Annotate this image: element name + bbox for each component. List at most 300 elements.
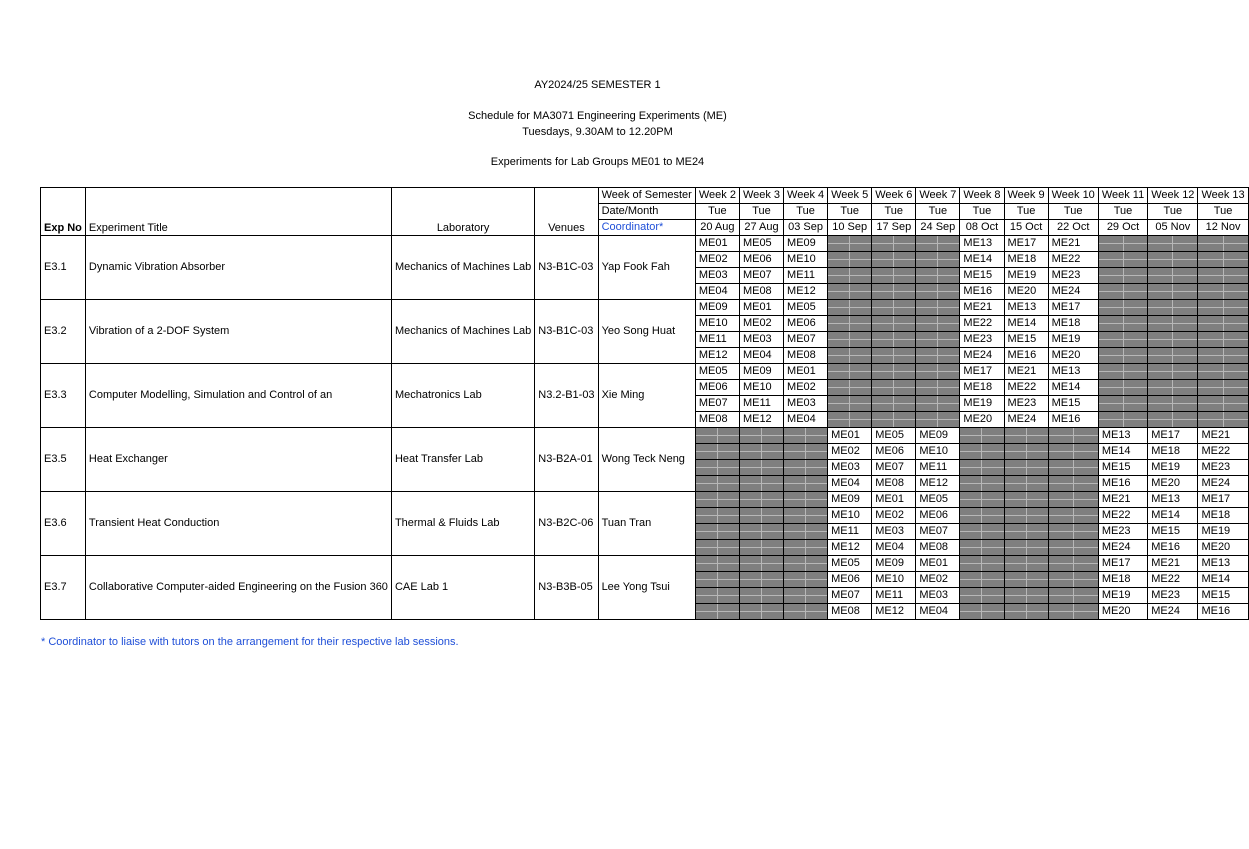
lab-group-cell: ME12 bbox=[784, 284, 828, 300]
lab-group-cell: ME16 bbox=[1198, 604, 1248, 620]
lab-group-cell: ME09 bbox=[784, 236, 828, 252]
no-session-cell bbox=[1098, 332, 1147, 348]
no-session-cell bbox=[916, 316, 960, 332]
no-session-cell bbox=[1198, 316, 1248, 332]
week-label: Week 10 bbox=[1048, 188, 1098, 204]
no-session-cell bbox=[695, 524, 739, 540]
lab-group-cell: ME05 bbox=[872, 428, 916, 444]
lab-group-cell: ME03 bbox=[828, 460, 872, 476]
no-session-cell bbox=[1004, 444, 1048, 460]
lab-group-cell: ME18 bbox=[1004, 252, 1048, 268]
no-session-cell bbox=[739, 588, 783, 604]
no-session-cell bbox=[872, 252, 916, 268]
lab-group-cell: ME07 bbox=[695, 396, 739, 412]
lab-group-cell: ME16 bbox=[1004, 348, 1048, 364]
lab-group-cell: ME22 bbox=[1198, 444, 1248, 460]
exp-no: E3.7 bbox=[41, 556, 86, 620]
no-session-cell bbox=[1048, 556, 1098, 572]
week-day: Tue bbox=[960, 204, 1004, 220]
no-session-cell bbox=[916, 396, 960, 412]
laboratory: Thermal & Fluids Lab bbox=[391, 492, 534, 556]
lab-group-cell: ME07 bbox=[916, 524, 960, 540]
lab-group-cell: ME09 bbox=[695, 300, 739, 316]
lab-group-cell: ME10 bbox=[916, 444, 960, 460]
no-session-cell bbox=[872, 284, 916, 300]
lab-group-cell: ME08 bbox=[784, 348, 828, 364]
lab-group-cell: ME18 bbox=[1098, 572, 1147, 588]
lab-group-cell: ME23 bbox=[960, 332, 1004, 348]
no-session-cell bbox=[695, 588, 739, 604]
no-session-cell bbox=[784, 444, 828, 460]
coordinator-name: Yap Fook Fah bbox=[598, 236, 695, 300]
no-session-cell bbox=[1148, 236, 1198, 252]
no-session-cell bbox=[1004, 604, 1048, 620]
no-session-cell bbox=[784, 556, 828, 572]
no-session-cell bbox=[1148, 396, 1198, 412]
experiment-title: Collaborative Computer-aided Engineering on the Fusion 360 bbox=[85, 556, 391, 620]
lab-group-cell: ME10 bbox=[828, 508, 872, 524]
week-date: 08 Oct bbox=[960, 220, 1004, 236]
no-session-cell bbox=[784, 428, 828, 444]
no-session-cell bbox=[960, 556, 1004, 572]
no-session-cell bbox=[739, 572, 783, 588]
no-session-cell bbox=[960, 444, 1004, 460]
no-session-cell bbox=[1198, 396, 1248, 412]
lab-group-cell: ME13 bbox=[1148, 492, 1198, 508]
schedule-table bbox=[40, 187, 1249, 620]
no-session-cell bbox=[828, 284, 872, 300]
no-session-cell bbox=[1004, 588, 1048, 604]
experiment-title: Computer Modelling, Simulation and Control of an bbox=[85, 364, 391, 428]
no-session-cell bbox=[1198, 268, 1248, 284]
no-session-cell bbox=[960, 476, 1004, 492]
no-session-cell bbox=[1148, 364, 1198, 380]
header-experiment-title: Experiment Title bbox=[85, 188, 391, 236]
table-row bbox=[41, 428, 1249, 444]
lab-groups-subtitle: Experiments for Lab Groups ME01 to ME24 bbox=[490, 156, 705, 168]
lab-group-cell: ME02 bbox=[695, 252, 739, 268]
no-session-cell bbox=[828, 332, 872, 348]
no-session-cell bbox=[1004, 572, 1048, 588]
lab-group-cell: ME23 bbox=[1098, 524, 1147, 540]
no-session-cell bbox=[1148, 300, 1198, 316]
lab-group-cell: ME21 bbox=[1004, 364, 1048, 380]
lab-group-cell: ME23 bbox=[1004, 396, 1048, 412]
no-session-cell bbox=[1148, 284, 1198, 300]
no-session-cell bbox=[1098, 236, 1147, 252]
lab-group-cell: ME02 bbox=[828, 444, 872, 460]
no-session-cell bbox=[784, 604, 828, 620]
table-row bbox=[41, 556, 1249, 572]
week-date: 22 Oct bbox=[1048, 220, 1098, 236]
no-session-cell bbox=[872, 396, 916, 412]
no-session-cell bbox=[872, 332, 916, 348]
no-session-cell bbox=[916, 348, 960, 364]
lab-group-cell: ME04 bbox=[872, 540, 916, 556]
lab-group-cell: ME12 bbox=[828, 540, 872, 556]
lab-group-cell: ME14 bbox=[1004, 316, 1048, 332]
venue: N3-B1C-03 bbox=[535, 236, 598, 300]
week-day: Tue bbox=[872, 204, 916, 220]
lab-group-cell: ME21 bbox=[1198, 428, 1248, 444]
lab-group-cell: ME18 bbox=[960, 380, 1004, 396]
no-session-cell bbox=[872, 380, 916, 396]
no-session-cell bbox=[960, 460, 1004, 476]
lab-group-cell: ME17 bbox=[1048, 300, 1098, 316]
lab-group-cell: ME06 bbox=[739, 252, 783, 268]
no-session-cell bbox=[872, 412, 916, 428]
no-session-cell bbox=[828, 316, 872, 332]
semester-title: AY2024/25 SEMESTER 1 bbox=[534, 79, 661, 91]
no-session-cell bbox=[695, 508, 739, 524]
no-session-cell bbox=[960, 524, 1004, 540]
venue: N3-B3B-05 bbox=[535, 556, 598, 620]
no-session-cell bbox=[784, 508, 828, 524]
no-session-cell bbox=[960, 492, 1004, 508]
week-date: 05 Nov bbox=[1148, 220, 1198, 236]
week-label: Week 7 bbox=[916, 188, 960, 204]
lab-group-cell: ME15 bbox=[1098, 460, 1147, 476]
week-day: Tue bbox=[1048, 204, 1098, 220]
exp-no: E3.3 bbox=[41, 364, 86, 428]
no-session-cell bbox=[916, 300, 960, 316]
lab-group-cell: ME06 bbox=[784, 316, 828, 332]
no-session-cell bbox=[828, 380, 872, 396]
lab-group-cell: ME05 bbox=[828, 556, 872, 572]
venue: N3-B1C-03 bbox=[535, 300, 598, 364]
no-session-cell bbox=[828, 268, 872, 284]
week-date: 29 Oct bbox=[1098, 220, 1147, 236]
no-session-cell bbox=[1098, 364, 1147, 380]
no-session-cell bbox=[1148, 348, 1198, 364]
no-session-cell bbox=[960, 572, 1004, 588]
lab-group-cell: ME07 bbox=[828, 588, 872, 604]
lab-group-cell: ME24 bbox=[1198, 476, 1248, 492]
no-session-cell bbox=[1048, 428, 1098, 444]
lab-group-cell: ME17 bbox=[1148, 428, 1198, 444]
no-session-cell bbox=[1148, 412, 1198, 428]
no-session-cell bbox=[739, 460, 783, 476]
no-session-cell bbox=[1048, 476, 1098, 492]
lab-group-cell: ME16 bbox=[1148, 540, 1198, 556]
no-session-cell bbox=[1098, 412, 1147, 428]
week-date: 17 Sep bbox=[872, 220, 916, 236]
lab-group-cell: ME04 bbox=[828, 476, 872, 492]
lab-group-cell: ME15 bbox=[1048, 396, 1098, 412]
lab-group-cell: ME14 bbox=[1198, 572, 1248, 588]
no-session-cell bbox=[1004, 476, 1048, 492]
no-session-cell bbox=[1198, 252, 1248, 268]
no-session-cell bbox=[1048, 604, 1098, 620]
no-session-cell bbox=[1004, 428, 1048, 444]
no-session-cell bbox=[1048, 492, 1098, 508]
lab-group-cell: ME14 bbox=[1098, 444, 1147, 460]
header-exp-no: Exp No bbox=[41, 188, 86, 236]
lab-group-cell: ME23 bbox=[1198, 460, 1248, 476]
lab-group-cell: ME13 bbox=[1198, 556, 1248, 572]
no-session-cell bbox=[739, 428, 783, 444]
no-session-cell bbox=[828, 412, 872, 428]
no-session-cell bbox=[960, 508, 1004, 524]
no-session-cell bbox=[1098, 252, 1147, 268]
venue: N3.2-B1-03 bbox=[535, 364, 598, 428]
no-session-cell bbox=[1098, 300, 1147, 316]
lab-group-cell: ME23 bbox=[1148, 588, 1198, 604]
no-session-cell bbox=[828, 300, 872, 316]
no-session-cell bbox=[916, 252, 960, 268]
lab-group-cell: ME20 bbox=[1048, 348, 1098, 364]
lab-group-cell: ME10 bbox=[695, 316, 739, 332]
lab-group-cell: ME08 bbox=[916, 540, 960, 556]
no-session-cell bbox=[828, 364, 872, 380]
no-session-cell bbox=[1098, 284, 1147, 300]
lab-group-cell: ME19 bbox=[1098, 588, 1147, 604]
no-session-cell bbox=[1148, 332, 1198, 348]
lab-group-cell: ME03 bbox=[695, 268, 739, 284]
lab-group-cell: ME20 bbox=[1004, 284, 1048, 300]
laboratory: Mechatronics Lab bbox=[391, 364, 534, 428]
lab-group-cell: ME11 bbox=[916, 460, 960, 476]
no-session-cell bbox=[916, 380, 960, 396]
week-date: 15 Oct bbox=[1004, 220, 1048, 236]
week-day: Tue bbox=[828, 204, 872, 220]
no-session-cell bbox=[1048, 572, 1098, 588]
no-session-cell bbox=[1048, 540, 1098, 556]
lab-group-cell: ME11 bbox=[695, 332, 739, 348]
lab-group-cell: ME20 bbox=[1198, 540, 1248, 556]
header-date-month: Date/Month bbox=[598, 204, 695, 220]
no-session-cell bbox=[1148, 268, 1198, 284]
laboratory: CAE Lab 1 bbox=[391, 556, 534, 620]
lab-group-cell: ME04 bbox=[784, 412, 828, 428]
no-session-cell bbox=[916, 284, 960, 300]
week-date: 24 Sep bbox=[916, 220, 960, 236]
lab-group-cell: ME14 bbox=[1048, 380, 1098, 396]
lab-group-cell: ME04 bbox=[695, 284, 739, 300]
no-session-cell bbox=[1148, 380, 1198, 396]
header-coordinator: Coordinator* bbox=[598, 220, 695, 236]
no-session-cell bbox=[1004, 524, 1048, 540]
lab-group-cell: ME17 bbox=[960, 364, 1004, 380]
lab-group-cell: ME12 bbox=[916, 476, 960, 492]
lab-group-cell: ME13 bbox=[1048, 364, 1098, 380]
table-row bbox=[41, 236, 1249, 252]
no-session-cell bbox=[1098, 316, 1147, 332]
lab-group-cell: ME24 bbox=[1098, 540, 1147, 556]
no-session-cell bbox=[1198, 300, 1248, 316]
week-label: Week 2 bbox=[695, 188, 739, 204]
lab-group-cell: ME17 bbox=[1004, 236, 1048, 252]
no-session-cell bbox=[695, 460, 739, 476]
lab-group-cell: ME15 bbox=[1148, 524, 1198, 540]
no-session-cell bbox=[872, 364, 916, 380]
lab-group-cell: ME07 bbox=[784, 332, 828, 348]
lab-group-cell: ME09 bbox=[872, 556, 916, 572]
no-session-cell bbox=[960, 428, 1004, 444]
table-row bbox=[41, 364, 1249, 380]
experiment-title: Heat Exchanger bbox=[85, 428, 391, 492]
no-session-cell bbox=[1048, 444, 1098, 460]
no-session-cell bbox=[1004, 492, 1048, 508]
lab-group-cell: ME02 bbox=[916, 572, 960, 588]
no-session-cell bbox=[739, 508, 783, 524]
no-session-cell bbox=[916, 412, 960, 428]
lab-group-cell: ME02 bbox=[739, 316, 783, 332]
table-row bbox=[41, 300, 1249, 316]
lab-group-cell: ME22 bbox=[1148, 572, 1198, 588]
week-label: Week 6 bbox=[872, 188, 916, 204]
lab-group-cell: ME24 bbox=[1148, 604, 1198, 620]
header-laboratory: Laboratory bbox=[391, 188, 534, 236]
lab-group-cell: ME16 bbox=[1098, 476, 1147, 492]
venue: N3-B2C-06 bbox=[535, 492, 598, 556]
no-session-cell bbox=[828, 252, 872, 268]
lab-group-cell: ME14 bbox=[1148, 508, 1198, 524]
week-label: Week 3 bbox=[739, 188, 783, 204]
lab-group-cell: ME01 bbox=[872, 492, 916, 508]
no-session-cell bbox=[828, 236, 872, 252]
no-session-cell bbox=[1048, 460, 1098, 476]
no-session-cell bbox=[872, 236, 916, 252]
week-label: Week 4 bbox=[784, 188, 828, 204]
week-day: Tue bbox=[739, 204, 783, 220]
no-session-cell bbox=[739, 604, 783, 620]
lab-group-cell: ME05 bbox=[784, 300, 828, 316]
no-session-cell bbox=[1198, 380, 1248, 396]
no-session-cell bbox=[1004, 460, 1048, 476]
week-date: 20 Aug bbox=[695, 220, 739, 236]
header-week-of-semester: Week of Semester bbox=[598, 188, 695, 204]
week-day: Tue bbox=[916, 204, 960, 220]
laboratory: Mechanics of Machines Lab bbox=[391, 236, 534, 300]
lab-group-cell: ME19 bbox=[1004, 268, 1048, 284]
no-session-cell bbox=[739, 540, 783, 556]
no-session-cell bbox=[739, 556, 783, 572]
no-session-cell bbox=[695, 604, 739, 620]
no-session-cell bbox=[1048, 588, 1098, 604]
no-session-cell bbox=[1148, 316, 1198, 332]
exp-no: E3.2 bbox=[41, 300, 86, 364]
no-session-cell bbox=[872, 300, 916, 316]
no-session-cell bbox=[1048, 508, 1098, 524]
lab-group-cell: ME10 bbox=[872, 572, 916, 588]
lab-group-cell: ME20 bbox=[1098, 604, 1147, 620]
no-session-cell bbox=[1198, 284, 1248, 300]
lab-group-cell: ME11 bbox=[872, 588, 916, 604]
lab-group-cell: ME05 bbox=[695, 364, 739, 380]
lab-group-cell: ME15 bbox=[1198, 588, 1248, 604]
no-session-cell bbox=[916, 364, 960, 380]
no-session-cell bbox=[1098, 380, 1147, 396]
lab-group-cell: ME20 bbox=[1148, 476, 1198, 492]
lab-group-cell: ME21 bbox=[1098, 492, 1147, 508]
week-day: Tue bbox=[784, 204, 828, 220]
lab-group-cell: ME06 bbox=[916, 508, 960, 524]
coordinator-footnote: * Coordinator to liaise with tutors on the arrangement for their respective lab sessions. bbox=[41, 636, 459, 648]
venue: N3-B2A-01 bbox=[535, 428, 598, 492]
lab-group-cell: ME24 bbox=[1004, 412, 1048, 428]
lab-group-cell: ME16 bbox=[1048, 412, 1098, 428]
lab-group-cell: ME13 bbox=[1098, 428, 1147, 444]
lab-group-cell: ME19 bbox=[960, 396, 1004, 412]
lab-group-cell: ME03 bbox=[739, 332, 783, 348]
lab-group-cell: ME03 bbox=[872, 524, 916, 540]
lab-group-cell: ME22 bbox=[960, 316, 1004, 332]
no-session-cell bbox=[916, 268, 960, 284]
lab-group-cell: ME17 bbox=[1098, 556, 1147, 572]
week-label: Week 12 bbox=[1148, 188, 1198, 204]
coordinator-name: Yeo Song Huat bbox=[598, 300, 695, 364]
no-session-cell bbox=[784, 460, 828, 476]
no-session-cell bbox=[1198, 332, 1248, 348]
lab-group-cell: ME19 bbox=[1048, 332, 1098, 348]
coordinator-name: Tuan Tran bbox=[598, 492, 695, 556]
coordinator-name: Lee Yong Tsui bbox=[598, 556, 695, 620]
no-session-cell bbox=[960, 588, 1004, 604]
no-session-cell bbox=[1098, 348, 1147, 364]
lab-group-cell: ME01 bbox=[784, 364, 828, 380]
lab-group-cell: ME09 bbox=[739, 364, 783, 380]
lab-group-cell: ME09 bbox=[828, 492, 872, 508]
week-day: Tue bbox=[1148, 204, 1198, 220]
lab-group-cell: ME10 bbox=[784, 252, 828, 268]
lab-group-cell: ME21 bbox=[1048, 236, 1098, 252]
lab-group-cell: ME06 bbox=[872, 444, 916, 460]
schedule-time: Tuesdays, 9.30AM to 12.20PM bbox=[522, 126, 673, 138]
no-session-cell bbox=[739, 492, 783, 508]
no-session-cell bbox=[739, 476, 783, 492]
lab-group-cell: ME21 bbox=[1148, 556, 1198, 572]
week-label: Week 5 bbox=[828, 188, 872, 204]
week-label: Week 13 bbox=[1198, 188, 1248, 204]
week-date: 10 Sep bbox=[828, 220, 872, 236]
lab-group-cell: ME18 bbox=[1198, 508, 1248, 524]
lab-group-cell: ME05 bbox=[739, 236, 783, 252]
lab-group-cell: ME11 bbox=[828, 524, 872, 540]
lab-group-cell: ME08 bbox=[828, 604, 872, 620]
no-session-cell bbox=[828, 348, 872, 364]
schedule-title: Schedule for MA3071 Engineering Experiments (ME) bbox=[468, 110, 727, 122]
no-session-cell bbox=[916, 332, 960, 348]
coordinator-name: Wong Teck Neng bbox=[598, 428, 695, 492]
week-day: Tue bbox=[695, 204, 739, 220]
lab-group-cell: ME08 bbox=[695, 412, 739, 428]
exp-no: E3.1 bbox=[41, 236, 86, 300]
lab-group-cell: ME07 bbox=[872, 460, 916, 476]
no-session-cell bbox=[695, 428, 739, 444]
lab-group-cell: ME17 bbox=[1198, 492, 1248, 508]
lab-group-cell: ME22 bbox=[1048, 252, 1098, 268]
lab-group-cell: ME01 bbox=[739, 300, 783, 316]
no-session-cell bbox=[1148, 252, 1198, 268]
no-session-cell bbox=[960, 604, 1004, 620]
no-session-cell bbox=[695, 492, 739, 508]
no-session-cell bbox=[1098, 396, 1147, 412]
no-session-cell bbox=[1198, 348, 1248, 364]
table-row bbox=[41, 492, 1249, 508]
no-session-cell bbox=[960, 540, 1004, 556]
no-session-cell bbox=[1004, 540, 1048, 556]
exp-no: E3.5 bbox=[41, 428, 86, 492]
lab-group-cell: ME16 bbox=[960, 284, 1004, 300]
lab-group-cell: ME01 bbox=[916, 556, 960, 572]
no-session-cell bbox=[872, 348, 916, 364]
lab-group-cell: ME01 bbox=[828, 428, 872, 444]
no-session-cell bbox=[916, 236, 960, 252]
lab-group-cell: ME01 bbox=[695, 236, 739, 252]
no-session-cell bbox=[1004, 508, 1048, 524]
lab-group-cell: ME12 bbox=[695, 348, 739, 364]
